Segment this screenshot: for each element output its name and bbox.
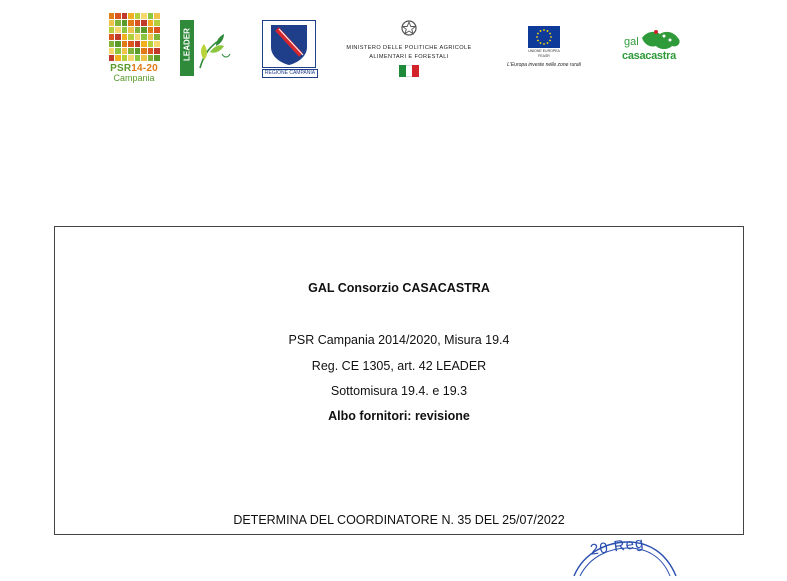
submeasure-line: Sottomisura 19.4. e 19.3 bbox=[330, 384, 468, 398]
leader-plant-icon bbox=[194, 24, 232, 74]
ministero-line1: MINISTERO DELLE POLITICHE AGRICOLE bbox=[346, 45, 472, 51]
italian-emblem-icon bbox=[399, 18, 419, 38]
eu-caption: L'Europa investe nelle zone rurali bbox=[507, 62, 581, 68]
psr-campania-logo bbox=[108, 12, 160, 84]
gal-casacastra-logo bbox=[620, 32, 684, 72]
leader-logo bbox=[180, 20, 232, 76]
psr-mosaic-icon bbox=[108, 12, 160, 62]
psr-region: Campania bbox=[113, 73, 155, 83]
campania-shield-icon bbox=[262, 20, 316, 68]
official-stamp bbox=[568, 536, 678, 576]
leader-label: LEADER bbox=[182, 28, 192, 61]
eu-fund-label: FEASR bbox=[538, 54, 550, 58]
programme-line: PSR Campania 2014/2020, Misura 19.4 bbox=[288, 333, 510, 347]
eu-union-label: UNIONE EUROPEA bbox=[528, 49, 560, 53]
ministero-line2: ALIMENTARI E FORESTALI bbox=[369, 54, 449, 60]
gal-label: gal bbox=[624, 36, 639, 48]
psr-years: 14-20 bbox=[131, 63, 158, 74]
document-subject: Albo fornitori: revisione bbox=[328, 409, 470, 423]
stamp-text: 20 Reg bbox=[589, 534, 646, 559]
ministero-logo bbox=[340, 18, 478, 80]
determina-line: DETERMINA DEL COORDINATORE N. 35 DEL 25/07/2022 bbox=[233, 513, 565, 527]
eu-flag-icon bbox=[528, 26, 560, 48]
casacastra-label: casacastra bbox=[622, 50, 676, 62]
psr-label: PSR bbox=[110, 63, 132, 74]
document-title-box bbox=[54, 226, 744, 535]
regulation-line: Reg. CE 1305, art. 42 LEADER bbox=[311, 359, 487, 373]
regione-campania-logo bbox=[262, 20, 316, 80]
eu-feasr-logo bbox=[498, 26, 590, 76]
header-logos bbox=[0, 10, 787, 90]
document-title: GAL Consorzio CASACASTRA bbox=[308, 281, 490, 295]
regione-label: REGIONE CAMPANIA bbox=[262, 69, 318, 78]
italian-flag-icon bbox=[399, 65, 419, 77]
